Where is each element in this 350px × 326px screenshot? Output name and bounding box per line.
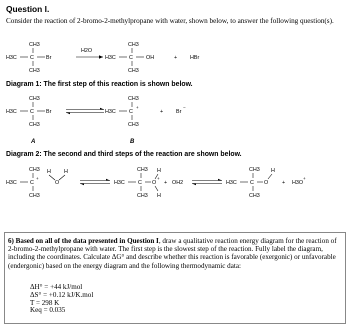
svg-text:CH3: CH3 [29, 167, 40, 173]
d1-br-minus: Br [176, 109, 182, 115]
diagram2-scheme [0, 162, 350, 210]
thermo-data [30, 284, 93, 315]
d1-b-c: C [129, 109, 133, 115]
svg-text:H: H [157, 168, 161, 174]
svg-text:+: + [303, 176, 306, 181]
label-b: B [130, 139, 135, 145]
svg-text:O: O [55, 180, 60, 186]
d1-plus: + [160, 109, 164, 115]
svg-text:H: H [271, 168, 275, 174]
question-title: Question I. [6, 4, 50, 14]
diagram1-scheme [0, 92, 350, 147]
svg-text:CH3: CH3 [249, 193, 260, 199]
question6-body: , draw a qualitative reaction energy diagram for the reaction of 2-bromo-2-methylpropane with water. The first step is the slowest step of the reaction. Fully label the diagram, including the coordinates. Calculate ΔG° and describe whether this reaction is favorable (exergonic) or unfavorable (endergonic) based on the energy diagram and the following thermodynamic data: [8, 237, 337, 270]
d1-a-h3c: H3C [6, 109, 17, 115]
temperature: T = 298 K [30, 298, 60, 307]
reactant-c: C [30, 55, 34, 61]
reactant-h3c: H3C [6, 55, 17, 61]
svg-text:CH3: CH3 [137, 193, 148, 199]
svg-text:OH2: OH2 [172, 180, 184, 186]
product-c: C [129, 55, 133, 61]
product-ch3-bottom: CH3 [128, 68, 139, 74]
reactant-ch3-bottom: CH3 [29, 68, 40, 74]
svg-text:H3C: H3C [6, 180, 17, 186]
keq: Keq = 0.035 [30, 306, 66, 315]
svg-text:H: H [47, 169, 51, 175]
svg-text:CH3: CH3 [137, 167, 148, 173]
question-intro: Consider the reaction of 2-bromo-2-methylpropane with water, shown below, to answer the following question(s). [6, 17, 334, 25]
d1-b-ch3-top: CH3 [128, 96, 139, 102]
svg-text:CH3: CH3 [29, 193, 40, 199]
d1-b-h3c: H3C [105, 109, 116, 115]
question6-text [8, 237, 340, 270]
d1-a-ch3-top: CH3 [29, 96, 40, 102]
svg-text:H: H [64, 169, 68, 175]
diagram1-caption: Diagram 1: The first step of this reaction is shown below. [6, 81, 193, 88]
svg-text:O: O [264, 180, 269, 186]
reactant-ch3-top: CH3 [29, 42, 40, 48]
d1-b-ch3-bottom: CH3 [128, 122, 139, 128]
svg-text:+: + [36, 176, 39, 181]
plus-sign: + [174, 55, 178, 61]
svg-text:H: H [157, 193, 161, 199]
svg-text:H3C: H3C [226, 180, 237, 186]
svg-text:−: − [183, 105, 186, 110]
question6-lead: 6) Based on all of the data presented in Question I [8, 237, 159, 245]
svg-text:+: + [164, 180, 168, 186]
product-hbr: HBr [190, 55, 200, 61]
svg-text:C: C [138, 180, 142, 186]
svg-text:+: + [282, 180, 286, 186]
main-reaction-scheme [0, 38, 350, 80]
svg-text:C: C [30, 180, 34, 186]
d1-a-br: Br [46, 109, 52, 115]
d1-a-ch3-bottom: CH3 [29, 122, 40, 128]
svg-text:CH3: CH3 [249, 167, 260, 173]
delta-h: ΔH° = +44 kJ/mol [30, 283, 83, 291]
svg-text:H3O: H3O [292, 180, 304, 186]
svg-text:C: C [250, 180, 254, 186]
delta-s: ΔS° = +0.12 kJ/K.mol [30, 290, 94, 299]
svg-text:H3C: H3C [114, 180, 125, 186]
reagent-h2o: H2O [81, 48, 93, 54]
reactant-br: Br [46, 55, 52, 61]
product-ch3-top: CH3 [128, 42, 139, 48]
product-oh: OH [146, 55, 155, 61]
svg-text:+: + [157, 176, 160, 181]
svg-text:O: O [152, 180, 157, 186]
product-h3c: H3C [105, 55, 116, 61]
d1-a-c: C [30, 109, 34, 115]
diagram2-caption: Diagram 2: The second and third steps of the reaction are shown below. [6, 151, 242, 158]
label-a: A [31, 139, 36, 145]
d1-b-cation-plus: + [136, 105, 139, 110]
